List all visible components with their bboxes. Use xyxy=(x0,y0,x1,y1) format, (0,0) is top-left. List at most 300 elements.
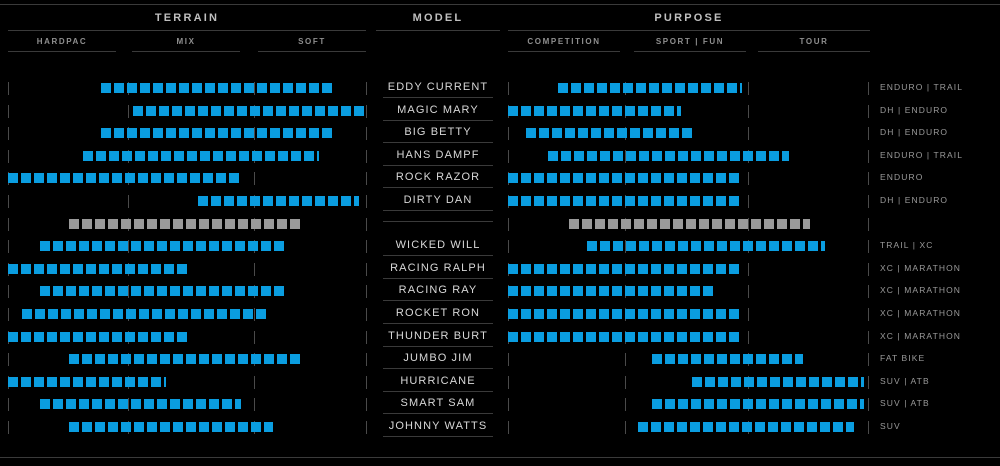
terrain-bar-segment xyxy=(53,399,63,409)
terrain-bar-segment xyxy=(179,128,189,138)
terrain-bar-segment xyxy=(283,128,293,138)
purpose-bar-segment xyxy=(703,286,713,296)
subheader-hardpac xyxy=(8,37,116,52)
purpose-bar-segment xyxy=(613,241,623,251)
use-case-label: SUV | ATB xyxy=(880,398,930,409)
terrain-bar-segment xyxy=(224,196,234,206)
terrain-tick xyxy=(254,376,255,389)
purpose-tick xyxy=(868,308,869,321)
terrain-bar-segment xyxy=(151,173,161,183)
terrain-tick xyxy=(366,421,367,434)
purpose-bar-segment xyxy=(690,309,700,319)
terrain-bar-segment xyxy=(157,286,167,296)
subheader-competition xyxy=(508,37,620,52)
terrain-bar-segment xyxy=(40,399,50,409)
terrain-bar-segment xyxy=(328,106,338,116)
terrain-bar-segment xyxy=(256,309,266,319)
group-header-label: PURPOSE xyxy=(654,12,724,24)
purpose-bar-segment xyxy=(600,241,610,251)
model-label-text: RACING RAY xyxy=(398,284,478,297)
terrain-bar-segment xyxy=(186,219,196,229)
purpose-bar-segment xyxy=(756,151,766,161)
terrain-bar-segment xyxy=(173,219,183,229)
purpose-bar-segment xyxy=(690,332,700,342)
terrain-bar-segment xyxy=(60,332,70,342)
purpose-bar-segment xyxy=(652,354,662,364)
terrain-bar-segment xyxy=(251,354,261,364)
terrain-tick xyxy=(254,172,255,185)
terrain-bar-segment xyxy=(164,332,174,342)
purpose-bar-segment xyxy=(638,173,648,183)
terrain-bar-segment xyxy=(69,219,79,229)
terrain-bar-segment xyxy=(138,332,148,342)
purpose-bar-segment xyxy=(586,286,596,296)
terrain-bar-segment xyxy=(92,286,102,296)
purpose-bar-segment xyxy=(610,83,620,93)
use-case-label: DH | ENDURO xyxy=(880,195,949,205)
purpose-bar-segment xyxy=(701,83,711,93)
terrain-tick xyxy=(366,398,367,411)
terrain-bar-segment xyxy=(48,309,58,319)
subheader-rule xyxy=(8,51,116,52)
purpose-bar-segment xyxy=(612,264,622,274)
terrain-bar-segment xyxy=(139,309,149,319)
terrain-bar-segment xyxy=(47,173,57,183)
terrain-bar-segment xyxy=(122,151,132,161)
terrain-tick xyxy=(366,240,367,253)
terrain-bar-segment xyxy=(140,128,150,138)
purpose-bar-segment xyxy=(834,399,844,409)
purpose-bar-segment xyxy=(730,399,740,409)
terrain-bar-segment xyxy=(8,332,18,342)
purpose-bar-segment xyxy=(534,332,544,342)
purpose-bar-segment xyxy=(738,219,748,229)
terrain-bar-segment xyxy=(309,128,319,138)
terrain-tick xyxy=(366,376,367,389)
purpose-bar-segment xyxy=(573,173,583,183)
model-label[interactable] xyxy=(376,352,500,369)
use-case-label: ENDURO xyxy=(880,172,924,183)
purpose-tick xyxy=(748,308,749,321)
terrain-bar-segment xyxy=(183,286,193,296)
purpose-bar-segment xyxy=(617,128,627,138)
terrain-bar-segment xyxy=(114,83,124,93)
model-label[interactable] xyxy=(376,149,500,166)
purpose-bar-segment xyxy=(716,422,726,432)
terrain-bar-segment xyxy=(99,264,109,274)
terrain-bar-segment xyxy=(73,264,83,274)
model-label-text: DIRTY DAN xyxy=(403,194,473,206)
purpose-bar-segment xyxy=(587,241,597,251)
terrain-bar-segment xyxy=(96,151,106,161)
terrain-bar-segment xyxy=(205,83,215,93)
purpose-bar-segment xyxy=(612,309,622,319)
purpose-bar-segment xyxy=(705,377,715,387)
model-label[interactable] xyxy=(376,375,500,392)
purpose-bar-segment xyxy=(743,151,753,161)
model-label-text: SMART SAM xyxy=(400,397,476,410)
terrain-bar-segment xyxy=(179,83,189,93)
purpose-bar-segment xyxy=(781,422,791,432)
purpose-tick xyxy=(748,172,749,185)
terrain-bar-segment xyxy=(166,128,176,138)
terrain-tick xyxy=(8,105,9,118)
purpose-bar-segment xyxy=(756,241,766,251)
terrain-bar-segment xyxy=(177,332,187,342)
terrain-bar-segment xyxy=(21,377,31,387)
model-label[interactable] xyxy=(376,217,500,222)
purpose-tick xyxy=(508,240,509,253)
purpose-bar-segment xyxy=(599,309,609,319)
purpose-bar-segment xyxy=(534,196,544,206)
purpose-bar-segment xyxy=(809,377,819,387)
terrain-bar-segment xyxy=(257,128,267,138)
terrain-bar-segment xyxy=(134,219,144,229)
purpose-bar-segment xyxy=(656,128,666,138)
purpose-bar-segment xyxy=(595,219,605,229)
purpose-bar-segment xyxy=(725,219,735,229)
terrain-bar-segment xyxy=(192,128,202,138)
purpose-bar-segment xyxy=(638,196,648,206)
terrain-bar-segment xyxy=(277,354,287,364)
purpose-bar-segment xyxy=(704,354,714,364)
purpose-bar-segment xyxy=(714,83,724,93)
terrain-bar-segment xyxy=(138,377,148,387)
terrain-bar-segment xyxy=(108,354,118,364)
terrain-bar-segment xyxy=(79,286,89,296)
terrain-bar-segment xyxy=(251,219,261,229)
purpose-bar-segment xyxy=(560,106,570,116)
model-label[interactable] xyxy=(376,330,500,347)
terrain-bar-segment xyxy=(164,173,174,183)
purpose-bar-segment xyxy=(664,106,674,116)
purpose-bar-segment xyxy=(599,106,609,116)
terrain-bar-segment xyxy=(121,219,131,229)
purpose-bar-segment xyxy=(534,286,544,296)
purpose-bar-segment xyxy=(586,196,596,206)
purpose-bar-segment xyxy=(652,151,662,161)
terrain-bar-segment xyxy=(265,151,275,161)
terrain-bar-segment xyxy=(112,264,122,274)
terrain-bar-segment xyxy=(74,309,84,319)
purpose-bar-segment xyxy=(703,173,713,183)
terrain-bar-segment xyxy=(108,219,118,229)
terrain-bar-segment xyxy=(225,354,235,364)
terrain-bar-segment xyxy=(125,377,135,387)
terrain-bar-segment xyxy=(86,332,96,342)
purpose-bar-segment xyxy=(649,83,659,93)
terrain-bar-segment xyxy=(209,241,219,251)
terrain-bar-segment xyxy=(99,377,109,387)
subheader-label: SOFT xyxy=(298,37,326,46)
model-label[interactable] xyxy=(376,81,500,98)
purpose-bar-segment xyxy=(664,264,674,274)
purpose-bar-segment xyxy=(803,219,810,229)
purpose-bar-segment xyxy=(808,241,818,251)
terrain-bar-segment xyxy=(138,173,148,183)
terrain-bar-segment xyxy=(222,241,232,251)
purpose-bar-segment xyxy=(729,332,739,342)
purpose-bar-segment xyxy=(835,377,845,387)
model-label[interactable] xyxy=(376,104,500,121)
purpose-bar-segment xyxy=(508,309,518,319)
purpose-bar-segment xyxy=(769,151,779,161)
purpose-tick xyxy=(868,263,869,276)
use-case-label: ENDURO | TRAIL xyxy=(880,149,964,160)
purpose-bar-segment xyxy=(704,241,714,251)
terrain-bar-segment xyxy=(263,196,273,206)
purpose-bar-segment xyxy=(665,151,675,161)
terrain-bar-segment xyxy=(131,241,141,251)
terrain-bar-segment xyxy=(79,241,89,251)
purpose-bar-segment xyxy=(796,377,806,387)
purpose-bar-segment xyxy=(664,309,674,319)
purpose-bar-segment xyxy=(744,377,754,387)
purpose-tick xyxy=(508,376,509,389)
model-label[interactable] xyxy=(376,171,500,188)
terrain-bar-segment xyxy=(21,173,31,183)
purpose-bar-segment xyxy=(730,151,740,161)
model-label-rule xyxy=(383,391,493,392)
purpose-tick xyxy=(868,421,869,434)
terrain-bar-segment xyxy=(21,264,31,274)
use-case-label: SUV | ATB xyxy=(880,375,930,386)
purpose-bar-segment xyxy=(703,422,713,432)
purpose-bar-segment xyxy=(586,264,596,274)
purpose-bar-segment xyxy=(677,332,687,342)
purpose-bar-segment xyxy=(625,332,635,342)
terrain-bar-segment xyxy=(105,286,115,296)
terrain-bar-segment xyxy=(138,264,148,274)
terrain-bar-segment xyxy=(199,219,209,229)
model-label-rule xyxy=(383,165,493,166)
terrain-bar-segment xyxy=(276,106,286,116)
terrain-bar-segment xyxy=(261,241,271,251)
terrain-tick xyxy=(254,127,255,140)
use-case-label: TRAIL | XC xyxy=(880,240,934,251)
use-case-label: SUV xyxy=(880,421,901,431)
terrain-bar-segment xyxy=(105,399,115,409)
chart-row xyxy=(0,259,1000,281)
terrain-bar-segment xyxy=(147,422,157,432)
purpose-bar-segment xyxy=(561,151,571,161)
terrain-bar-segment xyxy=(261,286,271,296)
purpose-bar-segment xyxy=(677,106,681,116)
purpose-bar-segment xyxy=(625,106,635,116)
purpose-bar-segment xyxy=(625,196,635,206)
purpose-tick xyxy=(868,240,869,253)
terrain-bar-segment xyxy=(121,422,131,432)
terrain-bar-segment xyxy=(8,264,18,274)
terrain-bar-segment xyxy=(157,399,167,409)
terrain-tick xyxy=(8,127,9,140)
purpose-bar-segment xyxy=(582,219,592,229)
terrain-bar-segment xyxy=(244,128,254,138)
subheader-rule xyxy=(758,51,870,52)
purpose-bar-segment xyxy=(560,264,570,274)
terrain-bar-segment xyxy=(211,196,221,206)
purpose-bar-segment xyxy=(769,241,779,251)
purpose-bar-segment xyxy=(574,151,584,161)
terrain-bar-segment xyxy=(274,286,284,296)
purpose-bar-segment xyxy=(612,196,622,206)
terrain-bar-segment xyxy=(218,128,228,138)
purpose-bar-segment xyxy=(782,354,792,364)
model-label[interactable] xyxy=(376,397,500,414)
purpose-bar-segment xyxy=(782,399,792,409)
purpose-bar-segment xyxy=(782,241,792,251)
purpose-bar-segment xyxy=(690,196,700,206)
terrain-bar-segment xyxy=(79,399,89,409)
terrain-bar-segment xyxy=(152,309,162,319)
purpose-tick xyxy=(508,150,509,163)
purpose-tick xyxy=(748,285,749,298)
purpose-bar-segment xyxy=(638,332,648,342)
model-label[interactable] xyxy=(376,194,500,211)
chart-row xyxy=(0,101,1000,123)
chart-row xyxy=(0,372,1000,394)
model-label[interactable] xyxy=(376,126,500,143)
terrain-bar-segment xyxy=(270,83,280,93)
terrain-bar-segment xyxy=(216,173,226,183)
terrain-bar-segment xyxy=(264,354,274,364)
model-label-text: HANS DAMPF xyxy=(396,148,480,161)
model-label[interactable] xyxy=(376,239,500,256)
purpose-bar-segment xyxy=(730,354,740,364)
terrain-bar-segment xyxy=(147,354,157,364)
purpose-bar-segment xyxy=(586,309,596,319)
terrain-bar-segment xyxy=(257,83,267,93)
purpose-bar-segment xyxy=(548,151,558,161)
terrain-bar-segment xyxy=(289,106,299,116)
terrain-bar-segment xyxy=(341,106,351,116)
terrain-bar-segment xyxy=(82,219,92,229)
terrain-tick xyxy=(8,398,9,411)
terrain-bar-segment xyxy=(270,128,280,138)
subheader-rule xyxy=(258,51,366,52)
subheader-label: SPORT | FUN xyxy=(655,37,725,46)
terrain-bar-segment xyxy=(95,219,105,229)
terrain-tick xyxy=(366,172,367,185)
purpose-bar-segment xyxy=(690,286,700,296)
group-header-rule xyxy=(508,30,870,31)
model-label-rule xyxy=(383,368,493,369)
use-case-label: XC | MARATHON xyxy=(880,285,962,296)
terrain-tick xyxy=(8,218,9,231)
terrain-bar-segment xyxy=(238,422,248,432)
terrain-bar-segment xyxy=(40,286,50,296)
terrain-bar-segment xyxy=(101,128,111,138)
terrain-bar-segment xyxy=(186,354,196,364)
terrain-tick xyxy=(366,195,367,208)
terrain-bar-segment xyxy=(125,332,135,342)
purpose-tick xyxy=(748,195,749,208)
terrain-bar-segment xyxy=(213,151,223,161)
chart-row xyxy=(0,417,1000,439)
purpose-bar-segment xyxy=(794,422,804,432)
purpose-bar-segment xyxy=(526,128,536,138)
terrain-bar-segment xyxy=(135,151,145,161)
use-case-label: XC | MARATHON xyxy=(880,262,962,273)
purpose-bar-segment xyxy=(521,286,531,296)
terrain-bar-segment xyxy=(203,173,213,183)
terrain-bar-segment xyxy=(99,332,109,342)
purpose-bar-segment xyxy=(508,106,518,116)
purpose-bar-segment xyxy=(508,286,518,296)
purpose-bar-segment xyxy=(547,309,557,319)
terrain-bar-segment xyxy=(192,83,202,93)
model-label-rule xyxy=(383,300,493,301)
purpose-bar-segment xyxy=(639,151,649,161)
purpose-bar-segment xyxy=(690,264,700,274)
terrain-tick xyxy=(366,263,367,276)
purpose-bar-segment xyxy=(600,151,610,161)
purpose-bar-segment xyxy=(704,151,714,161)
purpose-bar-segment xyxy=(508,332,518,342)
purpose-bar-segment xyxy=(717,151,727,161)
chart-row xyxy=(0,191,1000,213)
terrain-bar-segment xyxy=(82,354,92,364)
model-label-rule xyxy=(383,97,493,98)
purpose-bar-segment xyxy=(586,332,596,342)
purpose-tick xyxy=(625,376,626,389)
terrain-bar-segment xyxy=(199,422,209,432)
use-case-label: XC | MARATHON xyxy=(880,308,962,318)
chart-row xyxy=(0,304,1000,326)
terrain-tick xyxy=(254,263,255,276)
model-label[interactable] xyxy=(376,262,500,279)
terrain-tick xyxy=(366,353,367,366)
model-label[interactable] xyxy=(376,284,500,301)
model-label-rule xyxy=(383,346,493,347)
purpose-tick xyxy=(625,398,626,411)
purpose-bar-segment xyxy=(692,377,702,387)
chart-row xyxy=(0,281,1000,303)
purpose-bar-segment xyxy=(777,219,787,229)
purpose-bar-segment xyxy=(558,83,568,93)
purpose-bar-segment xyxy=(569,219,579,229)
purpose-bar-segment xyxy=(560,196,570,206)
terrain-bar-segment xyxy=(237,196,247,206)
purpose-tick xyxy=(868,218,869,231)
purpose-bar-segment xyxy=(677,264,687,274)
model-label[interactable] xyxy=(376,307,500,324)
purpose-bar-segment xyxy=(716,332,726,342)
terrain-bar-segment xyxy=(185,106,195,116)
terrain-bar-segment xyxy=(34,264,44,274)
purpose-bar-segment xyxy=(625,309,635,319)
terrain-bar-segment xyxy=(118,286,128,296)
terrain-bar-segment xyxy=(126,309,136,319)
purpose-bar-segment xyxy=(677,196,687,206)
terrain-bar-segment xyxy=(47,377,57,387)
terrain-bar-segment xyxy=(250,106,260,116)
purpose-tick xyxy=(868,195,869,208)
purpose-bar-segment xyxy=(712,219,722,229)
purpose-bar-segment xyxy=(521,173,531,183)
purpose-bar-segment xyxy=(534,173,544,183)
purpose-bar-segment xyxy=(795,241,805,251)
terrain-bar-segment xyxy=(47,332,57,342)
purpose-tick xyxy=(508,82,509,95)
model-label[interactable] xyxy=(376,420,500,437)
bottom-divider xyxy=(0,457,1000,458)
purpose-bar-segment xyxy=(573,196,583,206)
purpose-bar-segment xyxy=(769,354,779,364)
purpose-bar-segment xyxy=(690,422,700,432)
terrain-bar-segment xyxy=(170,399,180,409)
purpose-bar-segment xyxy=(664,422,674,432)
